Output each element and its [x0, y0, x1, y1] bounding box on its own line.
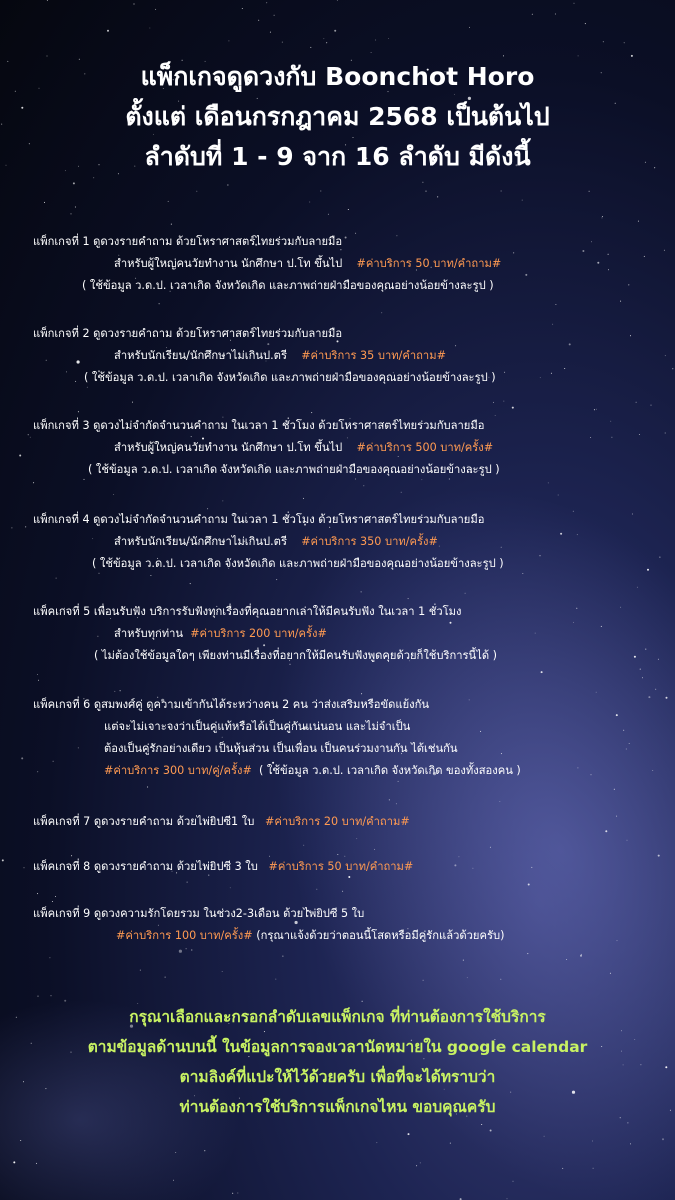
package-4-title: แพ็กเกจที่ 4 ดูดวงไม่จำกัดจำนวนคำถาม ในเวลา 1 ชั่วโมง ด้วยโหราศาสตร์ไทยร่วมกับลายมือ: [33, 513, 485, 526]
package-8-price: #ค่าบริการ 50 บาท/คำถาม#: [268, 860, 414, 873]
package-9-note: (กรุณาแจ้งด้วยว่าตอนนี้โสดหรือมีคู่รักแล้วด้วยครับ): [256, 929, 505, 942]
page-title: [0, 57, 675, 177]
package-4-price: #ค่าบริการ 350 บาท/ครั้ง#: [301, 535, 438, 548]
package-7-line: [33, 811, 410, 833]
package-6-line-3: ต้องเป็นคู่รักอย่างเดียว เป็นหุ้นส่วน เป็นเพื่อน เป็นคนร่วมงานกัน ได้เช่นกัน: [104, 742, 458, 755]
package-5-note: ( ไม่ต้องใช้ข้อมูลใดๆ เพียงท่านมีเรื่องที่อยากให้มีคนรับฟังพูดคุยด้วยก็ใช้บริการนี้ได้ ): [94, 649, 498, 662]
package-1-note: ( ใช้ข้อมูล ว.ด.ป. เวลาเกิด จังหวัดเกิด และภาพถ่ายฝ่ามือของคุณอย่างน้อยข้างละรูป ): [82, 279, 494, 292]
package-9-price: #ค่าบริการ 100 บาท/ครั้ง#: [116, 929, 253, 942]
package-4-detail: [114, 531, 438, 553]
package-6-note: ( ใช้ข้อมูล ว.ด.ป. เวลาเกิด จังหวัดเกิด ของทั้งสองคน ): [259, 764, 521, 777]
package-2-price: #ค่าบริการ 35 บาท/คำถาม#: [301, 349, 446, 362]
package-1-detail: [114, 253, 501, 275]
package-3-note: ( ใช้ข้อมูล ว.ด.ป. เวลาเกิด จังหวัดเกิด และภาพถ่ายฝ่ามือของคุณอย่างน้อยข้างละรูป ): [88, 463, 500, 476]
package-2-detail: [114, 345, 446, 367]
package-4-audience: สำหรับนักเรียน/นักศึกษาไม่เกินป.ตรี: [114, 535, 287, 548]
package-3-audience: สำหรับผู้ใหญ่คนวัยทำงาน นักศึกษา ป.โท ขึ้นไป: [114, 441, 343, 454]
package-3-price: #ค่าบริการ 500 บาท/ครั้ง#: [356, 441, 494, 454]
footer-line-2: ตามข้อมูลด้านบนนี้ ในข้อมูลการจองเวลานัดหมายใน google calendar: [87, 1038, 588, 1056]
package-5-detail: [114, 623, 327, 645]
package-7-price: #ค่าบริการ 20 บาท/คำถาม#: [264, 815, 410, 828]
package-5-audience: สำหรับทุกท่าน: [114, 627, 184, 640]
package-1-price: #ค่าบริการ 50 บาท/คำถาม#: [356, 257, 502, 270]
package-5-title: แพ็คเกจที่ 5 เพื่อนรับฟัง บริการรับฟังทุกเรื่องที่คุณอยากเล่าให้มีคนรับฟัง ในเวลา 1 ชั่วโมง: [33, 605, 462, 618]
package-2-title: แพ็กเกจที่ 2 ดูดวงรายคำถาม ด้วยโหราศาสตร์ไทยร่วมกับลายมือ: [33, 327, 343, 340]
package-4-note: ( ใช้ข้อมูล ว.ด.ป. เวลาเกิด จังหวัดเกิด และภาพถ่ายฝ่ามือของคุณอย่างน้อยข้างละรูป ): [92, 557, 504, 570]
package-1-title: แพ็กเกจที่ 1 ดูดวงรายคำถาม ด้วยโหราศาสตร์ไทยร่วมกับลายมือ: [33, 235, 343, 248]
package-3-detail: [114, 437, 493, 459]
package-6-price: #ค่าบริการ 300 บาท/คู่/ครั้ง#: [104, 764, 252, 777]
package-6-title: แพ็คเกจที่ 6 ดูสมพงศ์คู่ ดูความเข้ากันได้ระหว่างคน 2 คน ว่าส่งเสริมหรือขัดแย้งกัน: [33, 698, 430, 711]
footer-line-4: ท่านต้องการใช้บริการแพ็กเกจไหน ขอบคุณครับ: [179, 1098, 496, 1116]
package-2-note: ( ใช้ข้อมูล ว.ด.ป. เวลาเกิด จังหวัดเกิด และภาพถ่ายฝ่ามือของคุณอย่างน้อยข้างละรูป ): [84, 371, 496, 384]
package-8-title: แพ็คเกจที่ 8 ดูดวงรายคำถาม ด้วยไพ่ยิปซี 3 ใบ: [33, 860, 258, 873]
package-9-detail: [116, 925, 504, 947]
footer-instructions: [0, 1002, 675, 1122]
title-line-1: แพ็กเกจดูดวงกับ Boonchot Horo: [140, 62, 535, 91]
title-line-2: ตั้งแต่ เดือนกรกฎาคม 2568 เป็นต้นไป: [125, 102, 550, 131]
footer-line-1: กรุณาเลือกและกรอกลำดับเลขแพ็กเกจ ที่ท่านต้องการใช้บริการ: [129, 1008, 546, 1026]
package-5-price: #ค่าบริการ 200 บาท/ครั้ง#: [190, 627, 327, 640]
package-2-audience: สำหรับนักเรียน/นักศึกษาไม่เกินป.ตรี: [114, 349, 287, 362]
package-3-title: แพ็กเกจที่ 3 ดูดวงไม่จำกัดจำนวนคำถาม ในเวลา 1 ชั่วโมง ด้วยโหราศาสตร์ไทยร่วมกับลายมือ: [33, 419, 485, 432]
package-8-line: [33, 856, 413, 878]
package-9-title: แพ็คเกจที่ 9 ดูดวงความรักโดยรวม ในช่วง2-3เดือน ด้วยไพ่ยิปซี 5 ใบ: [33, 907, 365, 920]
package-7-title: แพ็คเกจที่ 7 ดูดวงรายคำถาม ด้วยไพ่ยิปซี1 ใบ: [33, 815, 255, 828]
footer-line-3: ตามลิงค์ที่แปะให้ไว้ด้วยครับ เพื่อที่จะได้ทราบว่า: [179, 1068, 496, 1086]
title-line-3: ลำดับที่ 1 - 9 จาก 16 ลำดับ มีดังนี้: [144, 142, 531, 171]
package-1-audience: สำหรับผู้ใหญ่คนวัยทำงาน นักศึกษา ป.โท ขึ้นไป: [114, 257, 343, 270]
package-6-detail: [104, 760, 521, 782]
package-6-line-2: แต่จะไม่เจาะจงว่าเป็นคู่แท้หรือได้เป็นคู่กันแน่นอน และไม่จำเป็น: [104, 720, 411, 733]
